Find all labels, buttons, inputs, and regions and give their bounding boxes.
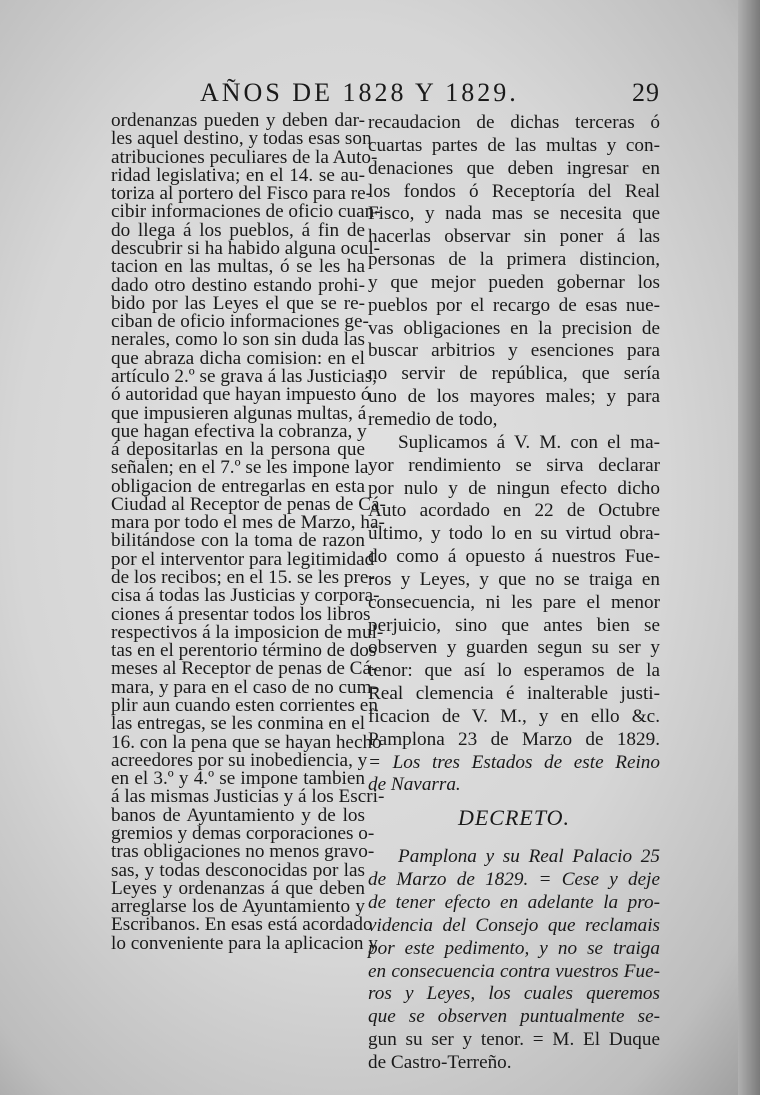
text-line: recaudacion de dichas terceras ó — [368, 112, 660, 133]
decree-line: por este pedimento, y no se traiga — [368, 937, 660, 959]
text-line: do llega á los pueblos, á fin de — [111, 219, 365, 241]
text-line: descubrir si ha habido alguna ocul- — [111, 237, 381, 259]
header-title: AÑOS DE 1828 Y 1829. — [200, 78, 519, 107]
text-line: observen y guarden segun su ser y — [368, 637, 660, 659]
text-line: ciban de oficio informaciones ge- — [111, 311, 369, 333]
text-line: Leyes y ordenanzas á que deben — [111, 877, 365, 899]
text-line: acreedores por su inobediencia, y — [111, 749, 368, 771]
text-line: señalen; en el 7.º se les impone la — [111, 457, 369, 479]
text-line: dado otro destino estando prohi- — [111, 274, 365, 296]
text-line: ficacion de V. M., y en ello &c. — [368, 705, 660, 727]
text-line: cuartas partes de las multas y con- — [368, 134, 660, 156]
decree-line: en consecuencia contra vuestros Fue- — [368, 960, 660, 982]
text-line: que impusieren algunas multas, á — [111, 402, 367, 424]
decree-line: videncia del Consejo que reclamais — [368, 914, 660, 936]
text-line: en el 3.º y 4.º se impone tambien — [111, 768, 365, 790]
right-column — [368, 112, 660, 1075]
text-line: no servir de república, que sería — [368, 363, 660, 385]
text-line: las entregas, se les conmina en el — [111, 713, 366, 735]
text-line: buscar arbitrios y esenciones para — [368, 340, 660, 362]
text-line: les aquel destino, y todas esas son — [111, 128, 372, 150]
text-line: Escribanos. En esas está acordado — [111, 914, 373, 936]
text-line: perjuicio, sino que antes bien se — [368, 614, 660, 636]
text-line: arreglarse los de Ayuntamiento y — [111, 896, 365, 918]
text-line: do como á opuesto á nuestros Fue- — [368, 546, 660, 568]
text-line: por el interventor para legitimidad — [111, 548, 375, 570]
text-line: vas obligaciones en la precision de — [368, 317, 660, 339]
text-line: Pamplona 23 de Marzo de 1829. — [368, 728, 660, 750]
decree-title: DECRETO. — [457, 805, 571, 831]
text-line: nerales, como lo son sin duda las — [111, 329, 365, 351]
text-line: denaciones que deben ingresar en — [368, 157, 660, 179]
text-line: ordenanzas pueden y deben dar- — [111, 110, 365, 131]
decree-line: gun su ser y tenor. = M. El Duque — [368, 1029, 660, 1051]
text-line: respectivos á la imposicion de mul- — [111, 621, 384, 643]
page-edge-shadow — [738, 0, 760, 1095]
text-line: ciones á presentar todos los libros — [111, 603, 371, 625]
text-line: lo conveniente para la aplicacion y — [111, 932, 378, 954]
text-line: ó autoridad que hayan impuesto ó — [111, 384, 371, 406]
text-line: de Navarra. — [368, 774, 461, 796]
text-line: meses al Receptor de penas de Cá- — [111, 658, 378, 680]
text-line: bilitándose con la toma de razon — [111, 530, 365, 552]
text-line: á las mismas Justicias y á los Escri- — [111, 786, 385, 808]
text-line: ros y Leyes, y que no se traiga en — [368, 568, 660, 590]
text-line: que abraza dicha comision: en el — [111, 347, 365, 369]
text-line: uno de los mayores males; y para — [368, 386, 660, 408]
text-line: de los recibos; en el 15. se les pre- — [111, 567, 375, 589]
text-line: bido por las Leyes el que se re- — [111, 292, 365, 314]
text-line: sas, y todas desconocidas por las — [111, 859, 365, 881]
decree-line: que se observen puntualmente se- — [368, 1006, 660, 1028]
text-line: Suplicamos á V. M. con el ma- — [398, 431, 660, 453]
text-line: tenor: que así lo esperamos de la — [368, 660, 660, 682]
text-line: mara por todo el mes de Marzo, ha- — [111, 512, 385, 534]
text-line: 16. con la pena que se hayan hecho — [111, 731, 382, 753]
text-line: Auto acordado en 22 de Octubre — [368, 500, 660, 522]
text-line: Ciudad al Receptor de penas de Cá- — [111, 493, 386, 515]
text-line: por nulo y de ningun efecto dicho — [368, 477, 660, 499]
text-line: hacerlas observar sin poner á las — [368, 226, 660, 248]
page-number: 29 — [632, 78, 660, 107]
text-line: que hagan efectiva la cobranza, y — [111, 420, 367, 442]
text-line: consecuencia, ni les pare el menor — [368, 591, 660, 613]
text-line: Fisco, y nada mas se necesita que — [368, 203, 660, 225]
text-line: remedio de todo, — [368, 408, 498, 430]
text-line: los fondos ó Receptoría del Real — [368, 180, 660, 202]
left-column — [111, 110, 386, 954]
text-line: plir aun cuando esten corrientes en — [111, 695, 378, 716]
text-line: ridad legislativa; en el 14. se au- — [111, 164, 365, 186]
text-line: pueblos por el recargo de esas nue- — [368, 294, 660, 316]
text-line: mara, y para en el caso de no cum- — [111, 676, 378, 698]
text-line: Real clemencia é inalterable justi- — [368, 683, 660, 705]
text-line: cibir informaciones de oficio cuan- — [111, 201, 381, 223]
text-line: atribuciones peculiares de la Auto- — [111, 146, 378, 168]
decree-line: de Castro-Terreño. — [368, 1051, 512, 1073]
text-line: personas de la primera distincion, — [368, 249, 660, 271]
decree-line: de Marzo de 1829. = Cese y deje — [368, 869, 660, 891]
text-line: toriza al portero del Fisco para re- — [111, 183, 373, 205]
text-line: á depositarlas en la persona que — [111, 439, 365, 461]
text-line: cisa á todas las Justicias y corpora- — [111, 585, 380, 607]
text-line: obligacion de entregarlas en esta — [111, 475, 365, 497]
text-line: tas en el perentorio término de dos — [111, 640, 377, 662]
text-line: banos de Ayuntamiento y de los — [111, 804, 365, 826]
text-line: artículo 2.º se grava á las Justicias, — [111, 365, 377, 387]
decree-line: de tener efecto en adelante la pro- — [368, 892, 660, 913]
text-line: y que mejor pueden gobernar los — [368, 271, 660, 293]
text-line: gremios y demas corporaciones o- — [111, 822, 375, 844]
text-line: = Los tres Estados de este Reino — [368, 751, 660, 773]
decree-line: Pamplona y su Real Palacio 25 — [398, 846, 660, 868]
text-line: último, y todo lo en su virtud obra- — [368, 523, 660, 545]
decree-line: ros y Leyes, los cuales queremos — [368, 983, 660, 1005]
text-line: tacion en las multas, ó se les ha — [111, 256, 365, 278]
text-line: yor rendimiento se sirva declarar — [368, 454, 660, 476]
text-line: tras obligaciones no menos gravo- — [111, 841, 375, 863]
